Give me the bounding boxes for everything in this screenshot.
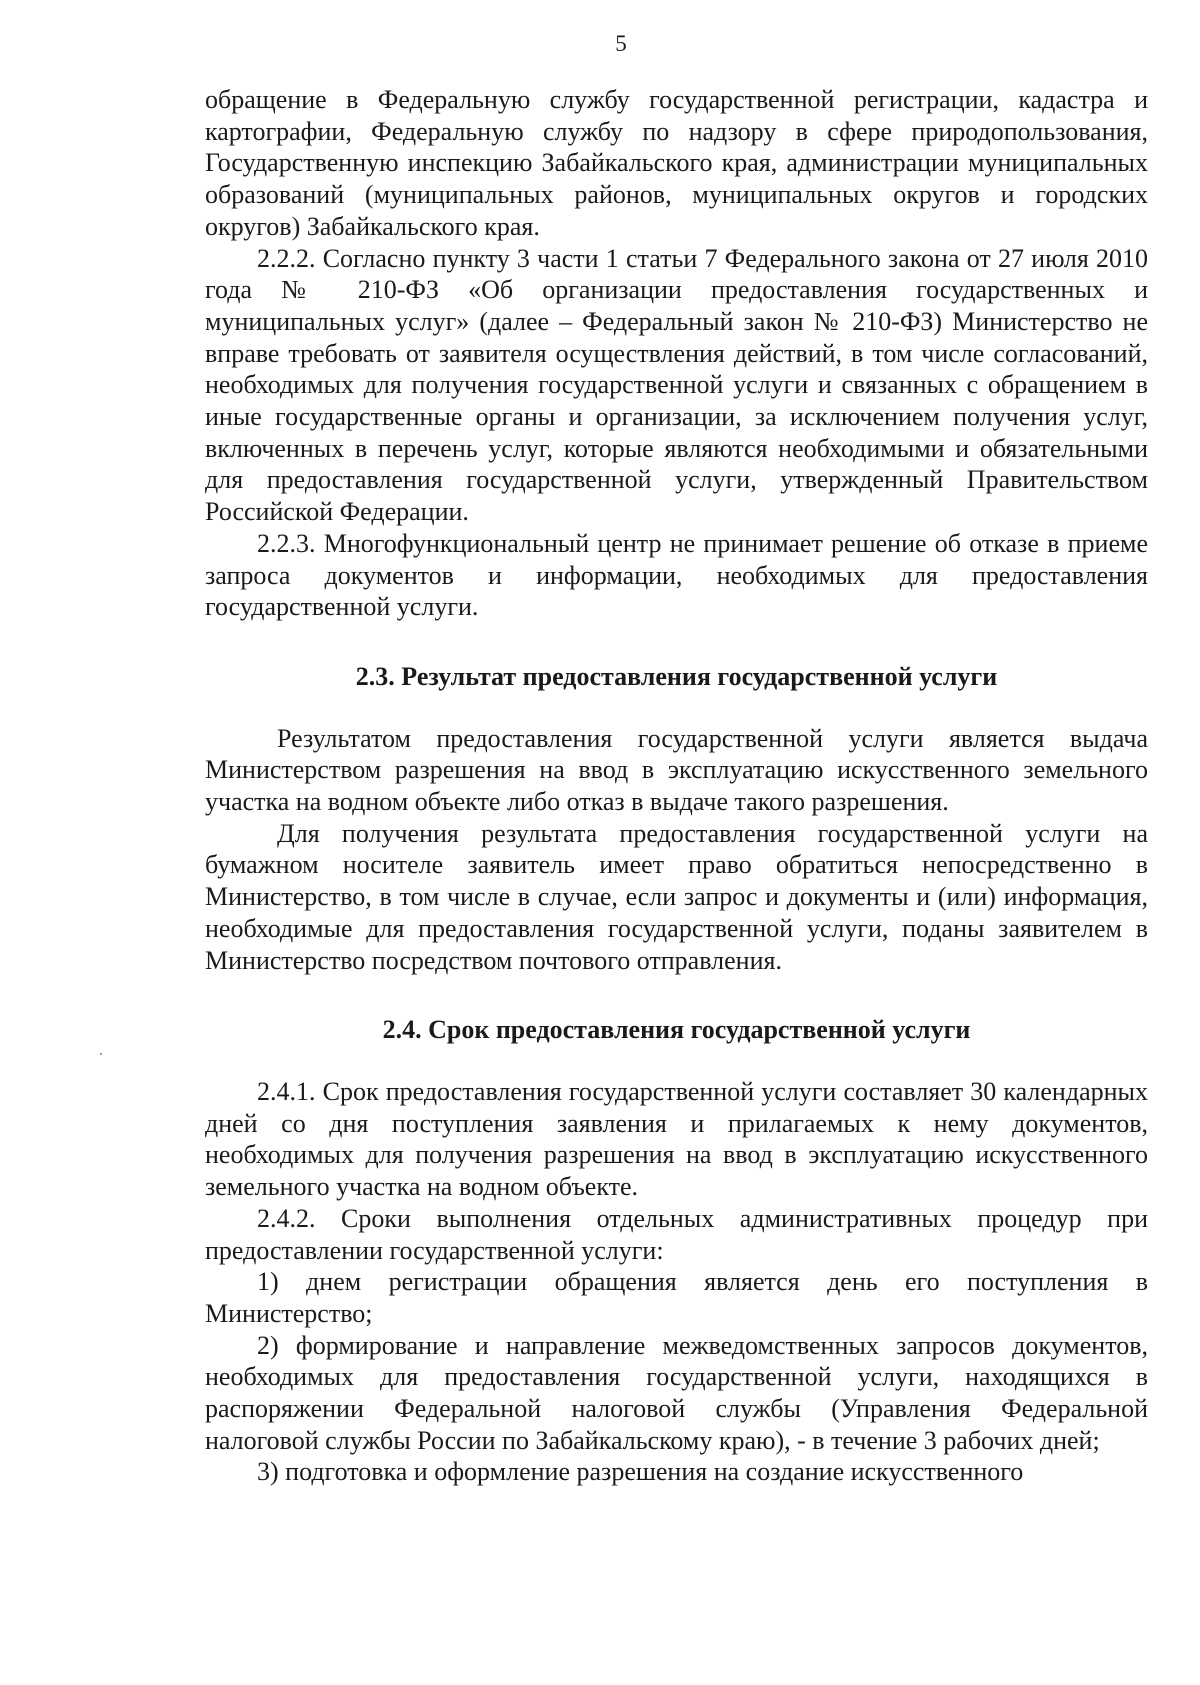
list-item-2: 2) формирование и направление межведомственных запросов документов, необходимых для предоставления государственной услуги, находящихся в распоряжении Федеральной налоговой службы (Управления Федеральной налоговой службы России по Забайкальскому краю), - в течение 3 рабочих дней;: [205, 1330, 1148, 1455]
paragraph-2-2-3: 2.2.3. Многофункциональный центр не принимает решение об отказе в приеме запроса документов и информации, необходимых для предоставления государственной услуги.: [205, 528, 1148, 622]
paragraph-result: Результатом предоставления государственной услуги является выдача Министерством разрешения на ввод в эксплуатацию искусственного земельного участка на водном объекте либо отказ в выдаче такого разрешения.: [205, 723, 1148, 817]
paragraph-continuation: обращение в Федеральную службу государственной регистрации, кадастра и картографии, Федеральную службу по надзору в сфере природопользования, Государственную инспекцию Забайкальского края, администрации муниципальных образований (муниципальных районов, муниципальных округов и городских округов) Забайкальского края.: [205, 85, 1148, 241]
paragraph-2-4-1: 2.4.1. Срок предоставления государственной услуги составляет 30 календарных дней со дня поступления заявления и прилагаемых к нему документов, необходимых для получения разрешения на ввод в эксплуатацию искусственного земельного участка на водном объекте.: [205, 1076, 1148, 1202]
page-number: 5: [615, 31, 627, 56]
paragraph-2-4-2: 2.4.2. Сроки выполнения отдельных административных процедур при предоставлении государственной услуги:: [205, 1203, 1148, 1265]
paragraph-2-2-2: 2.2.2. Согласно пункту 3 части 1 статьи 7 Федерального закона от 27 июля 2010 года № 210-ФЗ «Об организации предоставления государственных и муниципальных услуг» (далее – Федеральный закон № 210-ФЗ) Министерство не вправе требовать от заявителя осуществления действий, в том числе согласований, необходимых для получения государственной услуги и связанных с обращением в иные государственные органы и организации, за исключением получения услуг, включенных в перечень услуг, которые являются необходимыми и обязательными для предоставления государственной услуги, утвержденный Правительством Российской Федерации.: [205, 243, 1148, 527]
section-heading-2-4: 2.4. Срок предоставления государственной услуги: [382, 1015, 971, 1045]
scan-speck: [100, 1053, 102, 1055]
section-heading-2-3: 2.3. Результат предоставления государственной услуги: [355, 661, 998, 691]
document-body: [205, 84, 1148, 1488]
list-item-1: 1) днем регистрации обращения является день его поступления в Министерство;: [205, 1267, 1148, 1328]
paragraph-result-receipt: Для получения результата предоставления государственной услуги на бумажном носителе заявитель имеет право обратиться непосредственно в Министерство, в том числе в случае, если запрос и документы и (или) информация, необходимые для предоставления государственной услуги, поданы заявителем в Министерство посредством почтового отправления.: [205, 818, 1148, 975]
list-item-3: 3) подготовка и оформление разрешения на создание искусственного: [257, 1457, 1024, 1487]
